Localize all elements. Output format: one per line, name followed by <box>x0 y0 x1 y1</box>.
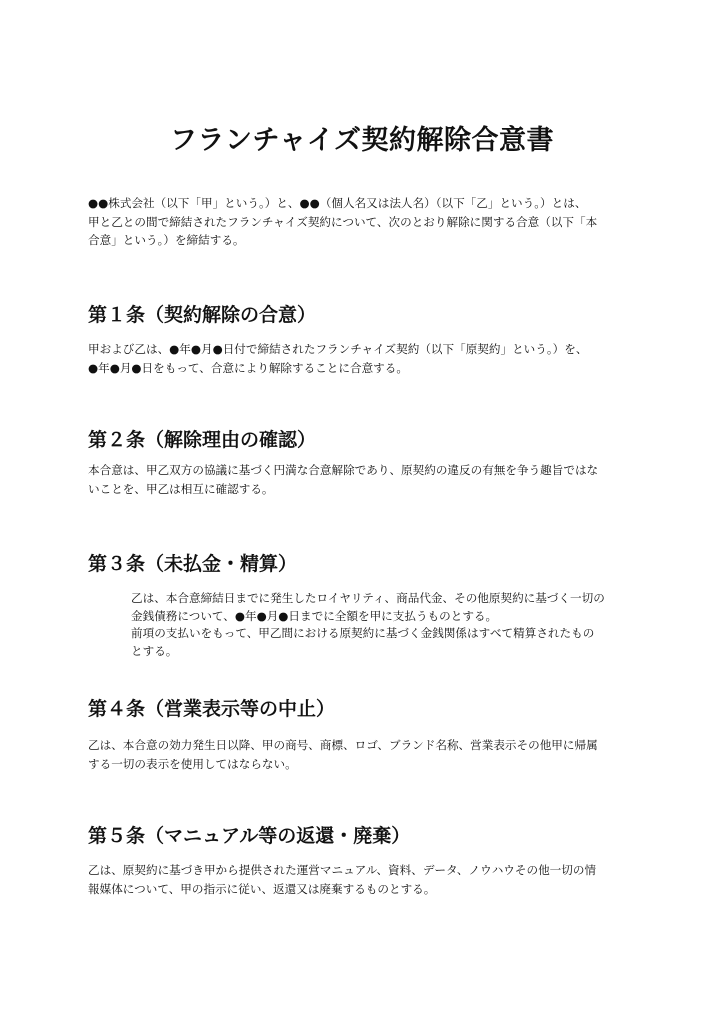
preamble-line: 合意」という。）を締結する。 <box>88 233 245 247</box>
preamble-line: 甲と乙との間で締結されたフランチャイズ契約について、次のとおり解除に関する合意（以下「本 <box>88 214 598 229</box>
article-1-heading: 第１条（契約解除の合意） <box>88 304 317 326</box>
article-5-body <box>88 861 596 898</box>
article-line: 乙は、原契約に基づき甲から提供された運営マニュアル、資料、データ、ノウハウその他一切の情 <box>88 863 597 877</box>
article-line: 乙は、本合意締結日までに発生したロイヤリティ、商品代金、その他原契約に基づく一切の <box>131 591 605 605</box>
article-3-body <box>131 590 605 660</box>
article-2-body <box>88 461 598 498</box>
article-line: 報媒体について、甲の指示に従い、返還又は廃棄するものとする。 <box>88 881 436 896</box>
article-line: 前項の支払いをもって、甲乙間における原契約に基づく金銭関係はすべて精算されたもの <box>131 626 595 640</box>
article-4-body <box>88 736 598 773</box>
article-5-heading: 第５条（マニュアル等の返還・廃棄） <box>88 825 411 847</box>
article-line: ●年●月●日をもって、合意により解除することに合意する。 <box>88 360 408 375</box>
article-line: 金銭債務について、●年●月●日までに全額を甲に支払うものとする。 <box>131 608 498 623</box>
article-line: 甲および乙は、●年●月●日付で締結されたフランチャイズ契約（以下「原契約」という。）を、 <box>88 342 588 356</box>
article-line: いことを、甲乙は相互に確認する。 <box>88 481 274 496</box>
article-line: 本合意は、甲乙双方の協議に基づく円満な合意解除であり、原契約の違反の有無を争う趣旨ではな <box>88 463 599 477</box>
article-line: 乙は、本合意の効力発生日以降、甲の商号、商標、ロゴ、ブランド名称、営業表示その他甲に帰属 <box>88 738 598 752</box>
article-4-heading: 第４条（営業表示等の中止） <box>88 698 336 720</box>
article-line: とする。 <box>131 643 178 658</box>
article-line: する一切の表示を使用してはならない。 <box>88 756 297 771</box>
article-2-heading: 第２条（解除理由の確認） <box>88 429 317 451</box>
article-3-heading: 第３条（未払金・精算） <box>88 553 298 575</box>
preamble <box>88 194 597 250</box>
document-title: フランチャイズ契約解除合意書 <box>170 125 554 156</box>
preamble-line: ●●株式会社（以下「甲」という。）と、●●（個人名又は法人名）（以下「乙」という。）とは、 <box>88 196 587 210</box>
article-1-body <box>88 340 587 377</box>
